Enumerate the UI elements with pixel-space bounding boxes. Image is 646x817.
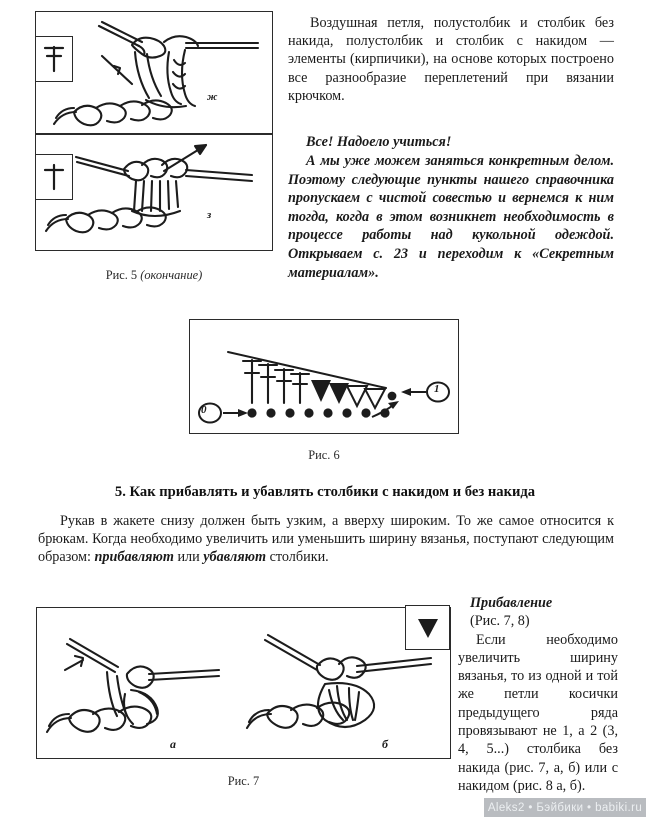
site-watermark: Aleks2 • Бэйбики • babiki.ru — [484, 798, 646, 817]
italic-paragraph: А мы уже можем заняться конкретным делом. Поэтому следующие пункты нашего справочника пропускаем с чистой совестью и вернемся к ним тогда, когда в этом возникнет необходимость в процессе работы над кукольной одеждой. Открываем с. 23 и переходим к «Секретным материалам». — [288, 153, 614, 281]
sleeve-paragraph-mid: или — [173, 549, 204, 566]
right-column-subtitle: (Рис. 7, 8) — [470, 613, 530, 630]
sleeve-paragraph — [38, 512, 614, 567]
figure-6-frame — [189, 319, 459, 434]
sleeve-paragraph-bold-add: прибавляют — [94, 549, 174, 566]
single-crochet-symbol-box — [35, 154, 73, 200]
figure-5-caption — [35, 268, 273, 283]
single-crochet-symbol-icon — [43, 162, 65, 192]
figure-6-open-triangle-2 — [365, 389, 385, 408]
figure-6-label-end: 1 — [434, 383, 440, 395]
right-column-body: Если необходимо увеличить ширину вязанья, то из одной и той же петли косички предыдущего ряда провязывают не 1, а 2 (3, 4, 5...) столбика без накида (рис. 7, а, б) или с накидом (рис. 8 а, б). — [458, 631, 618, 794]
figure-5-caption-text: Рис. 5 — [105, 268, 141, 282]
double-crochet-symbol-box — [35, 36, 73, 82]
right-column-title: Прибавление — [470, 595, 553, 611]
intro-paragraph: Воздушная петля, полустолбик и столбик без накида, полустолбик и столбик с накидом — элементы (кирпичики), на основе которых построено все разнообразие переплетений при вязании крючком. — [288, 15, 614, 104]
figure-6-chain-dots — [247, 408, 389, 417]
figure-7-caption: Рис. 7 — [227, 774, 260, 788]
figure-6-label-start: 0 — [201, 404, 207, 416]
figure-6-caption: Рис. 6 — [308, 448, 340, 462]
figure-6-filled-triangle-1 — [311, 380, 331, 402]
right-column — [458, 594, 618, 795]
figure-5-panel-letter-zh: ж — [207, 91, 218, 103]
increase-triangle-symbol-box — [405, 605, 450, 650]
figure-7-frame — [36, 607, 451, 759]
filled-triangle-icon — [415, 615, 441, 641]
sleeve-paragraph-part2: столбики. — [266, 549, 329, 566]
section-heading: 5. Как прибавлять и убавлять столбики с накидом и без накида — [114, 484, 536, 500]
sleeve-paragraph-bold-reduce: убавляют — [203, 549, 267, 566]
figure-5-caption-note: (окончание) — [140, 268, 203, 282]
figure-7-panel-letter-a: а — [170, 737, 176, 751]
figure-6-diagram — [190, 320, 456, 431]
sleeve-paragraph-part1: Рукав в жакете снизу должен быть узким, а вверху широким. То же самое относится к брюкам. Когда необходимо увеличить или уменьшить ширину вязанья, поступают следующим образом: — [38, 513, 614, 566]
figure-5-frame — [35, 11, 273, 251]
figure-7-panel-a-illustration — [41, 610, 241, 758]
italic-exclamation-line: Все! Надоело учиться! — [306, 134, 452, 150]
figure-7-panel-letter-b: б — [382, 737, 388, 751]
figure-5-panel-letter-z: з — [207, 209, 212, 221]
double-crochet-symbol-icon — [43, 44, 65, 74]
